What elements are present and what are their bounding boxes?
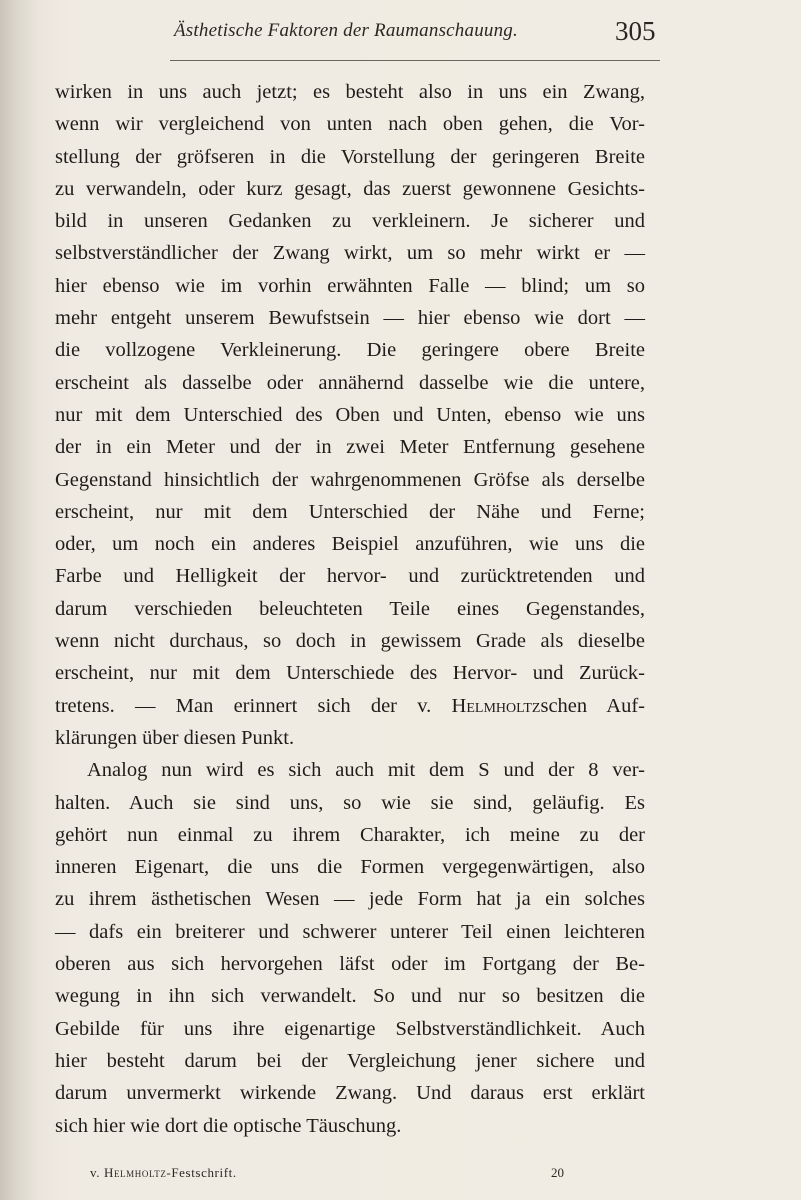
- text-line-helmholtz: [55, 690, 645, 722]
- text-line: hier besteht darum bei der Vergleichung jener sichere und: [55, 1049, 645, 1072]
- running-title: Ästhetische Faktoren der Raumanschauung.: [174, 20, 518, 41]
- text-line: darum unvermerkt wirkende Zwang. Und daraus erst erklärt: [55, 1082, 645, 1105]
- text-line: bild in unseren Gedanken zu verkleinern. Je sicherer und: [55, 210, 645, 233]
- text-line: stellung der gröfseren in die Vorstellung der geringeren Breite: [55, 145, 645, 168]
- text-line: wirken in uns auch jetzt; es besteht also in uns ein Zwang,: [55, 81, 645, 103]
- signature-prefix: v.: [90, 1165, 104, 1180]
- page-footer: [0, 1165, 801, 1185]
- text-line: Gebilde für uns ihre eigenartige Selbstverständlichkeit. Auch: [55, 1017, 645, 1040]
- text-line: — dafs ein breiterer und schwerer unterer Teil einen leichteren: [55, 920, 645, 943]
- text-line: gehört nun einmal zu ihrem Charakter, ich meine zu der: [55, 823, 645, 846]
- text-line: erscheint als dasselbe oder annähernd dasselbe wie die untere,: [55, 371, 645, 394]
- text-line: oder, um noch ein anderes Beispiel anzuführen, wie uns die: [55, 533, 645, 556]
- paragraph-end-line: klärungen über diesen Punkt.: [55, 726, 295, 749]
- text-line: halten. Auch sie sind uns, so wie sie sind, geläufig. Es: [55, 791, 645, 814]
- text-line: wenn nicht durchaus, so doch in gewissem Grade als dieselbe: [55, 630, 645, 653]
- header-rule: [170, 60, 660, 61]
- text-line: erscheint, nur mit dem Unterschiede des Hervor- und Zurück-: [55, 662, 645, 685]
- paragraph-end-line: sich hier wie dort die optische Täuschung.: [55, 1114, 402, 1137]
- text-line: zu verwandeln, oder kurz gesagt, das zuerst gewonnene Gesichts-: [55, 177, 645, 200]
- text-line: zu ihrem ästhetischen Wesen — jede Form hat ja ein solches: [55, 888, 645, 911]
- paragraph-start-line: Analog nun wird es sich auch mit dem S und der 8 ver-: [87, 759, 645, 782]
- footer-signature: [90, 1165, 237, 1181]
- helmholtz-name: Helmholtz: [451, 694, 541, 717]
- text-line: nur mit dem Unterschied des Oben und Unten, ebenso wie uns: [55, 403, 645, 426]
- body-text: [55, 76, 645, 1142]
- signature-name: Helmholtz: [103, 1165, 167, 1180]
- text-line: wegung in ihn sich verwandelt. So und nur so besitzen die: [55, 985, 645, 1008]
- running-head: [0, 16, 801, 46]
- text-line: Gegenstand hinsichtlich der wahrgenommenen Gröfse als derselbe: [55, 468, 645, 491]
- text-line: wenn wir vergleichend von unten nach oben gehen, die Vor-: [55, 113, 645, 136]
- text-line: inneren Eigenart, die uns die Formen vergegenwärtigen, also: [55, 856, 645, 879]
- text-line: hier ebenso wie im vorhin erwähnten Falle — blind; um so: [55, 274, 645, 297]
- signature-suffix: -Festschrift.: [166, 1165, 237, 1180]
- text-line: die vollzogene Verkleinerung. Die geringere obere Breite: [55, 339, 645, 362]
- text-line: der in ein Meter und der in zwei Meter Entfernung gesehene: [55, 436, 645, 459]
- text-line: darum verschieden beleuchteten Teile eines Gegenstandes,: [55, 597, 645, 620]
- text-line: erscheint, nur mit dem Unterschied der Nähe und Ferne;: [55, 500, 645, 523]
- helmholtz-line-before: tretens. — Man erinnert sich der v.: [55, 694, 452, 717]
- text-line: selbstverständlicher der Zwang wirkt, um so mehr wirkt er —: [55, 242, 645, 265]
- text-line: Farbe und Helligkeit der hervor- und zurücktretenden und: [55, 565, 645, 588]
- helmholtz-line-after: schen Auf-: [540, 694, 645, 717]
- page-number: 305: [615, 16, 656, 46]
- text-line: oberen aus sich hervorgehen läfst oder im Fortgang der Be-: [55, 953, 645, 976]
- sheet-number: 20: [551, 1165, 564, 1180]
- text-line: mehr entgeht unserem Bewufstsein — hier ebenso wie dort —: [55, 307, 645, 330]
